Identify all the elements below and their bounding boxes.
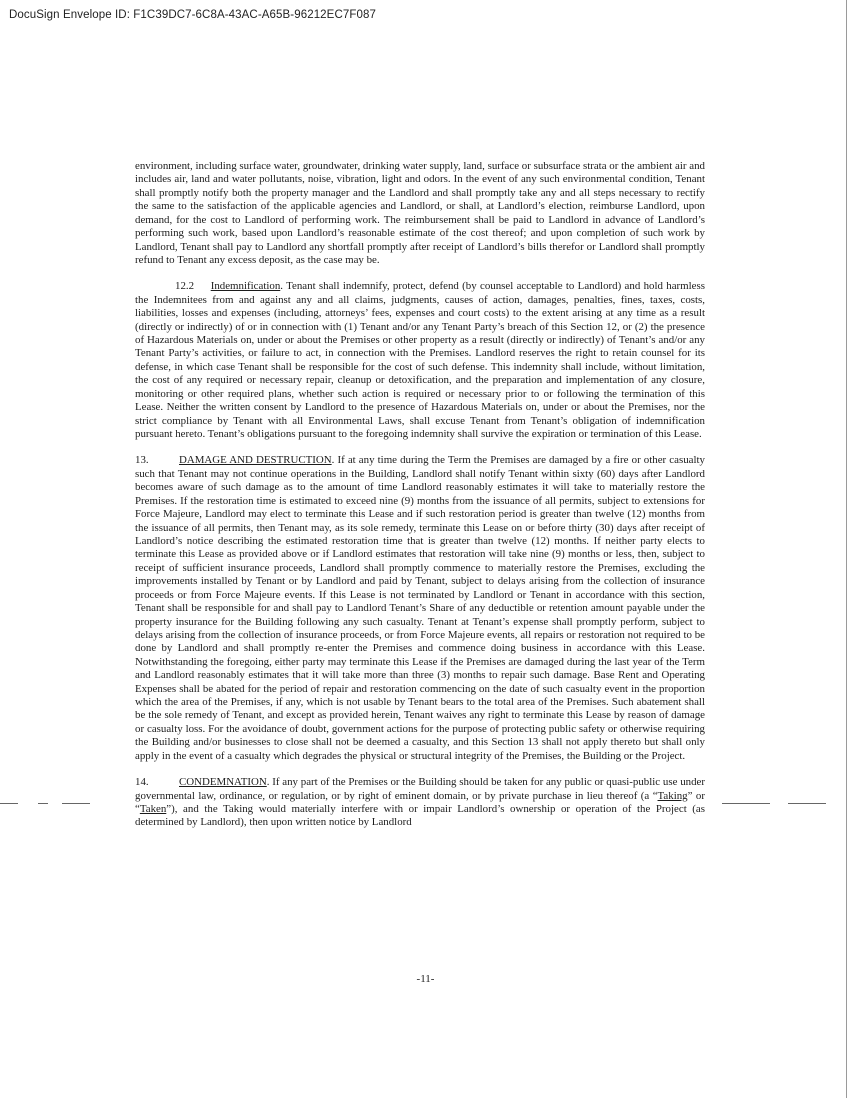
page-edge-line — [846, 0, 847, 1098]
document-body — [135, 160, 705, 830]
docusign-envelope-id: DocuSign Envelope ID: F1C39DC7-6C8A-43AC-A65B-96212EC7F087 — [9, 9, 376, 21]
page-number: -11- — [416, 973, 435, 985]
section-14-paragraph — [135, 776, 705, 830]
section-14-heading: CONDEMNATION — [179, 776, 267, 789]
margin-dash — [722, 803, 770, 804]
margin-dash — [62, 803, 90, 804]
margin-dash — [0, 803, 18, 804]
margin-dash — [788, 803, 826, 804]
section-13-body: . If at any time during the Term the Premises are damaged by a fire or other casualty such that Tenant may not continue operations in the Building, Landlord shall notify Tenant within sixty (60) days after Landlord becomes aware of such damage as to the amount of time Landlord reasonably estimates it will take to materially restore the Premises. If the restoration time is estimated to exceed nine (9) months from the issuance of all permits, subject to extensions for Force Majeure, Landlord may elect to terminate this Lease and if such restoration period is greater than twelve (12) months from the issuance of all permits, then Tenant may, as its sole remedy, terminate this Lease on or before thirty (30) days after receipt of Landlord’s notice describing the estimated restoration time that is greater than twelve (12) months. If neither party elects to terminate this Lease as provided above or if Landlord estimates that restoration will take nine (9) months or less, then, subject to receipt of sufficient insurance proceeds, Landlord shall promptly commence to materially restore the Premises, excluding the improvements installed by Tenant or by Landlord and paid by Tenant, subject to delays arising from the collection of insurance proceeds or from Force Majeure events. If this Lease is not terminated by Landlord or Tenant in accordance with this section, Tenant shall be responsible for and shall pay to Landlord Tenant’s Share of any deductible or retention amount payable under the property insurance for the Building following any such casualty. Tenant at Tenant’s expense shall promptly perform, subject to delays arising from the collection of insurance proceeds, or from Force Majeure events, all repairs or restoration not required to be done by Landlord and shall promptly re-enter the Premises and commence doing business in accordance with this Lease. Notwithstanding the foregoing, either party may terminate this Lease if the Premises are damaged during the last year of the Term and Landlord reasonably estimates that it will take more than three (3) months to repair such damage. Base Rent and Operating Expenses shall be abated for the period of repair and restoration commencing on the date of such casualty event in the proportion which the area of the Premises, if any, which is not usable by Tenant bears to the total area of the Premises. Such abatement shall be the sole remedy of Tenant, and except as provided herein, Tenant waives any right to terminate this Lease by reason of damage or casualty loss. For the avoidance of doubt, government actions for the purpose of protecting public safety or otherwise requiring the Building and/or businesses to close shall not be deemed a casualty, and this Section 13 shall not apply thereto but shall only apply in the event of a casualty which degrades the physical or structural integrity of the Premises, the Building or the Project. — [135, 454, 705, 762]
section-13-paragraph — [135, 454, 705, 763]
section-12-2-heading: Indemnification — [210, 280, 281, 293]
intro-paragraph: environment, including surface water, groundwater, drinking water supply, land, surface or subsurface strata or the ambient air and includes air, land and water pollutants, noise, vibration, light and odors. In the event of any such environmental condition, Tenant shall promptly notify both the property manager and the Landlord and shall promptly take any and all steps necessary to rectify the same to the satisfaction of the applicable agencies and Landlord, or shall, at Landlord’s election, reimburse Landlord, upon demand, for the cost to Landlord of performing work. The reimbursement shall be paid to Landlord in advance of Landlord’s performing such work, based upon Landlord’s reasonable estimate of the cost thereof; and upon completion of such work by Landlord, Tenant shall pay to Landlord any shortfall promptly after receipt of Landlord’s bills therefor or Landlord shall promptly refund to Tenant any excess deposit, as the case may be. — [135, 160, 705, 266]
section-13-heading: DAMAGE AND DESTRUCTION — [179, 454, 332, 467]
term-taking: Taking — [657, 789, 688, 802]
section-14-body-a: . If any part of the Premises or the Building should be taken for any public or quasi-public use under governmental law, ordinance, or regulation, or by right of eminent domain, or by private purchase in lieu thereof (a “ — [135, 776, 705, 802]
section-14-body-c: ”), and the Taking would materially interfere with or impair Landlord’s ownership or operation of the Project (as determined by Landlord), then upon written notice by Landlord — [135, 802, 705, 829]
section-12-2-number: 12.2 — [175, 280, 195, 293]
term-taken: Taken — [139, 802, 167, 815]
section-12-2-body: . Tenant shall indemnify, protect, defend (by counsel acceptable to Landlord) and hold harmless the Indemnitees from and against any and all claims, judgments, causes of action, damages, penalties, fines, taxes, costs, liabilities, losses and expenses (including, attorneys’ fees, expenses and court costs) to the extent arising at any time as a result (directly or indirectly) of or in connection with (1) Tenant and/or any Tenant Party’s breach of this Section 12, or (2) the presence of Hazardous Materials on, under or about the Premises or other property as a result (directly or indirectly) of Tenant’s and/or any Tenant Party’s activities, or failure to act, in connection with the Premises. Landlord reserves the right to retain counsel for its defense, in which case Tenant shall be responsible for the cost of such defense. This indemnity shall include, without limitation, the cost of any required or necessary repair, cleanup or detoxification, and the preparation and implementation of any closure, monitoring or other required plans, whether such action is required or necessary prior to or following the termination of this Lease. Neither the written consent by Landlord to the presence of Hazardous Materials on, under or about the Premises, nor the strict compliance by Tenant with all Environmental Laws, shall excuse Tenant from Tenant’s obligation of indemnification pursuant hereto. Tenant’s obligations pursuant to the foregoing indemnity shall survive the expiration or termination of this Lease. — [135, 280, 705, 441]
section-14-body-b: ” or “ — [135, 789, 705, 815]
section-12-2-paragraph — [135, 280, 705, 441]
margin-dash — [38, 803, 48, 804]
section-13-number: 13. — [135, 454, 149, 467]
section-14-number: 14. — [135, 776, 149, 789]
